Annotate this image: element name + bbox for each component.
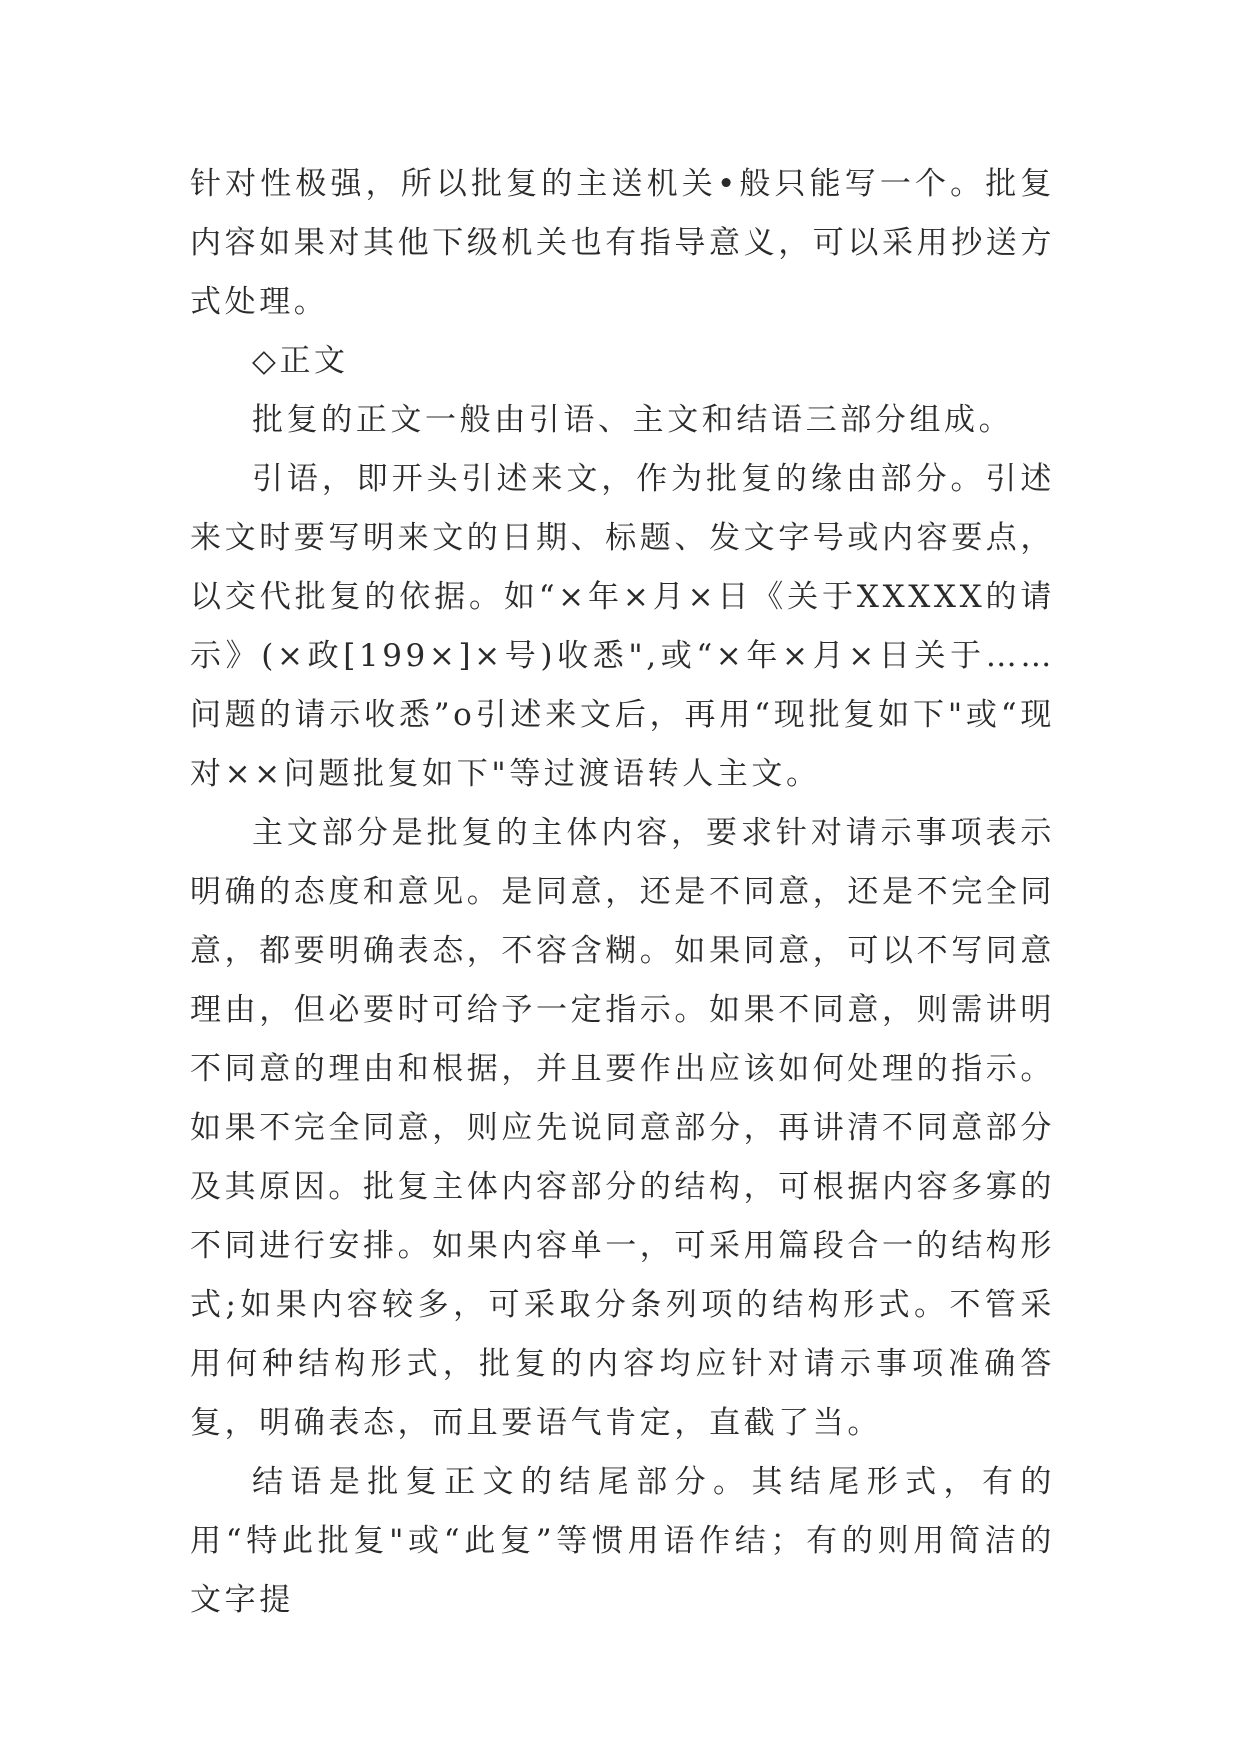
- paragraph-body-composition: 批复的正文一般由引语、主文和结语三部分组成。: [252, 402, 1014, 438]
- paragraph-conclusion: 结语是批复正文的结尾部分。其结尾形式，有的用“特此批复"或“此复”等惯用语作结；有的则用简洁的文字提: [190, 1464, 1055, 1618]
- document-body: [190, 155, 1055, 1630]
- paragraph-main-text: 主文部分是批复的主体内容，要求针对请示事项表示明确的态度和意见。是同意，还是不同意，还是不完全同意，都要明确表态，不容含糊。如果同意，可以不写同意理由，但必要时可给予一定指示。如果不同意，则需讲明不同意的理由和根据，并且要作出应该如何处理的指示。如果不完全同意，则应先说同意部分，再讲清不同意部分及其原因。批复主体内容部分的结构，可根据内容多寡的不同进行安排。如果内容单一，可采用篇段合一的结构形式;如果内容较多，可采取分条列项的结构形式。不管采用何种结构形式，批复的内容均应针对请示事项准确答复，明确表态，而且要语气肯定，直截了当。: [190, 815, 1055, 1441]
- section-heading-body-text: ◇正文: [252, 343, 349, 379]
- paragraph-continuation: 针对性极强，所以批复的主送机关•般只能写一个。批复内容如果对其他下级机关也有指导意义，可以采用抄送方式处理。: [190, 166, 1055, 320]
- paragraph-introduction: 引语，即开头引述来文，作为批复的缘由部分。引述来文时要写明来文的日期、标题、发文字号或内容要点，以交代批复的依据。如“×年×月×日《关于XXXXX的请示》(×政[199×]×号)收悉",或“×年×月×日关于……问题的请示收悉”o引述来文后，再用“现批复如下"或“现对××问题批复如下"等过渡语转人主文。: [190, 461, 1055, 792]
